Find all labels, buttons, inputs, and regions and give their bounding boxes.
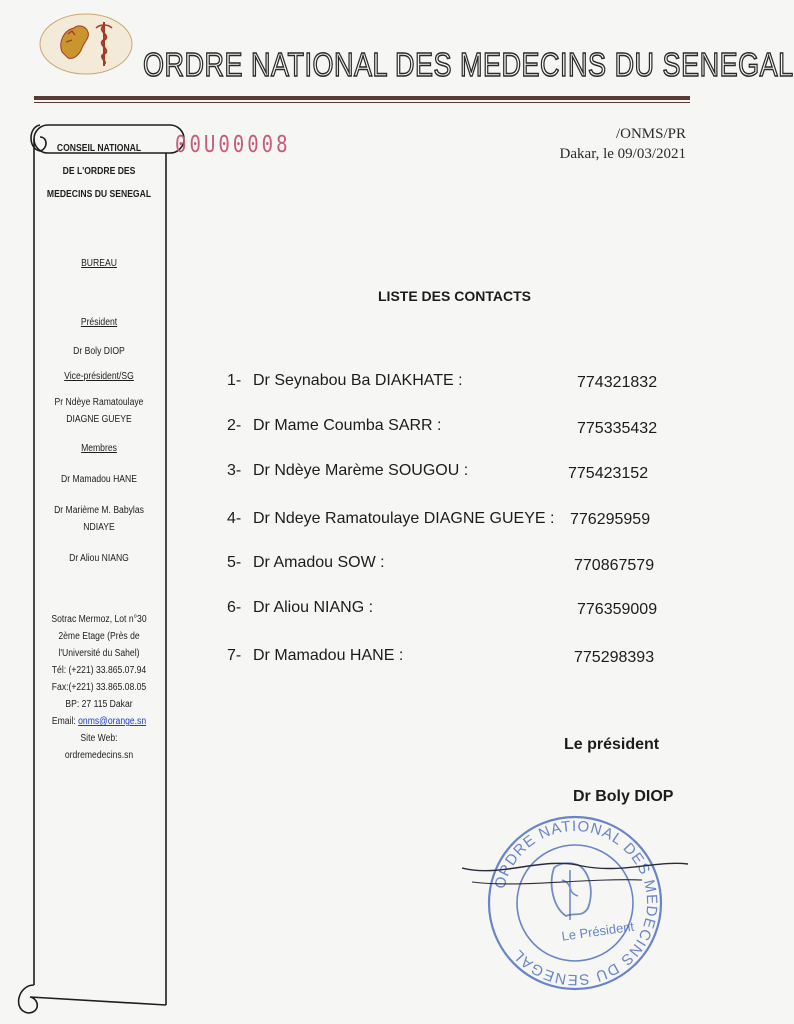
contact-name: Dr Amadou SOW : — [253, 554, 385, 571]
organization-title: ORDRE NATIONAL DES MEDECINS DU SENEGAL — [143, 46, 794, 84]
vice-president-label: Vice-président/SG — [64, 371, 134, 382]
place-date: Dakar, le 09/03/2021 — [559, 146, 686, 162]
president-label: Président — [80, 317, 118, 328]
vice-president-name-line-2: DIAGNE GUEYE — [66, 414, 132, 425]
address-line: 2ème Etage (Près de — [58, 631, 140, 642]
contact-phone: 774321832 — [577, 374, 658, 391]
contact-name: Dr Aliou NIANG : — [253, 599, 374, 616]
contact-name: Dr Ndèye Marème SOUGOU : — [253, 462, 469, 479]
member-name-line-2: NDIAYE — [83, 522, 115, 533]
contact-name: Dr Mame Coumba SARR : — [253, 417, 442, 434]
contact-entry — [227, 599, 373, 617]
email-link[interactable]: onms@orange.sn — [78, 716, 147, 727]
contact-index: 3- — [227, 462, 242, 479]
contact-phone: 776359009 — [577, 601, 658, 618]
contact-index: 6- — [227, 599, 242, 616]
contact-phone: 775298393 — [574, 649, 655, 666]
vice-president-name-line-1: Pr Ndèye Ramatoulaye — [54, 397, 144, 408]
contact-name: Dr Mamadou HANE : — [253, 647, 404, 664]
stamp-center-text: Le Président — [560, 918, 635, 944]
website-label: Site Web: — [80, 733, 118, 744]
member-name: Dr Mamadou HANE — [60, 474, 137, 485]
contact-index: 4- — [227, 510, 242, 527]
president-name: Dr Boly DIOP — [73, 346, 125, 357]
contact-phone: 770867579 — [574, 557, 655, 574]
phone-line: Tél: (+221) 33.865.07.94 — [51, 665, 147, 676]
contact-entry — [227, 510, 554, 528]
contact-index: 7- — [227, 647, 242, 664]
member-name: Dr Aliou NIANG — [69, 553, 129, 564]
signatory-title: Le président — [564, 736, 660, 753]
member-name: Dr Marième M. Babylas — [54, 505, 144, 516]
contact-phone: 776295959 — [570, 511, 651, 528]
header-rule — [34, 96, 690, 100]
council-name-line-3: MEDECINS DU SENEGAL — [46, 189, 152, 200]
contact-entry — [227, 462, 468, 480]
contact-index: 5- — [227, 554, 242, 571]
council-name-line-2: DE L'ORDRE DES — [62, 166, 136, 177]
contact-phone: 775335432 — [577, 420, 658, 437]
address-line: l'Université du Sahel) — [58, 648, 140, 659]
serial-number: 00U00008 — [175, 131, 291, 159]
address-line: Sotrac Mermoz, Lot n°30 — [51, 614, 147, 625]
sidebar-letterhead — [43, 140, 155, 764]
website-link[interactable]: ordremedecins.sn — [64, 750, 134, 761]
email-label: Email: — [51, 716, 79, 727]
contact-name: Dr Seynabou Ba DIAKHATE : — [253, 372, 463, 389]
caduceus-lion-emblem-icon — [38, 12, 134, 76]
header-rule-thin — [34, 102, 690, 103]
fax-line: Fax:(+221) 33.865.08.05 — [51, 682, 147, 693]
reference-block — [560, 124, 686, 164]
reference-code: /ONMS/PR — [615, 126, 686, 142]
council-name-line-1: CONSEIL NATIONAL — [56, 143, 142, 154]
contact-entry — [227, 417, 442, 435]
contact-entry — [227, 554, 385, 572]
contact-index: 2- — [227, 417, 242, 434]
svg-text:ORDRE NATIONAL DES MEDECINS DU: ORDRE NATIONAL DES MEDECINS DU SENEGAL — [491, 817, 661, 989]
contact-entry — [227, 647, 403, 665]
official-stamp — [462, 808, 688, 998]
contact-entry — [227, 372, 463, 390]
contact-phone: 775423152 — [568, 465, 649, 482]
contact-index: 1- — [227, 372, 242, 389]
signatory-name: Dr Boly DIOP — [573, 788, 674, 805]
contact-name: Dr Ndeye Ramatoulaye DIAGNE GUEYE : — [253, 510, 555, 527]
members-label: Membres — [81, 443, 117, 454]
bureau-label: BUREAU — [81, 258, 117, 269]
email-line — [43, 713, 155, 730]
po-box-line: BP: 27 115 Dakar — [65, 699, 133, 710]
list-title: LISTE DES CONTACTS — [378, 288, 531, 304]
